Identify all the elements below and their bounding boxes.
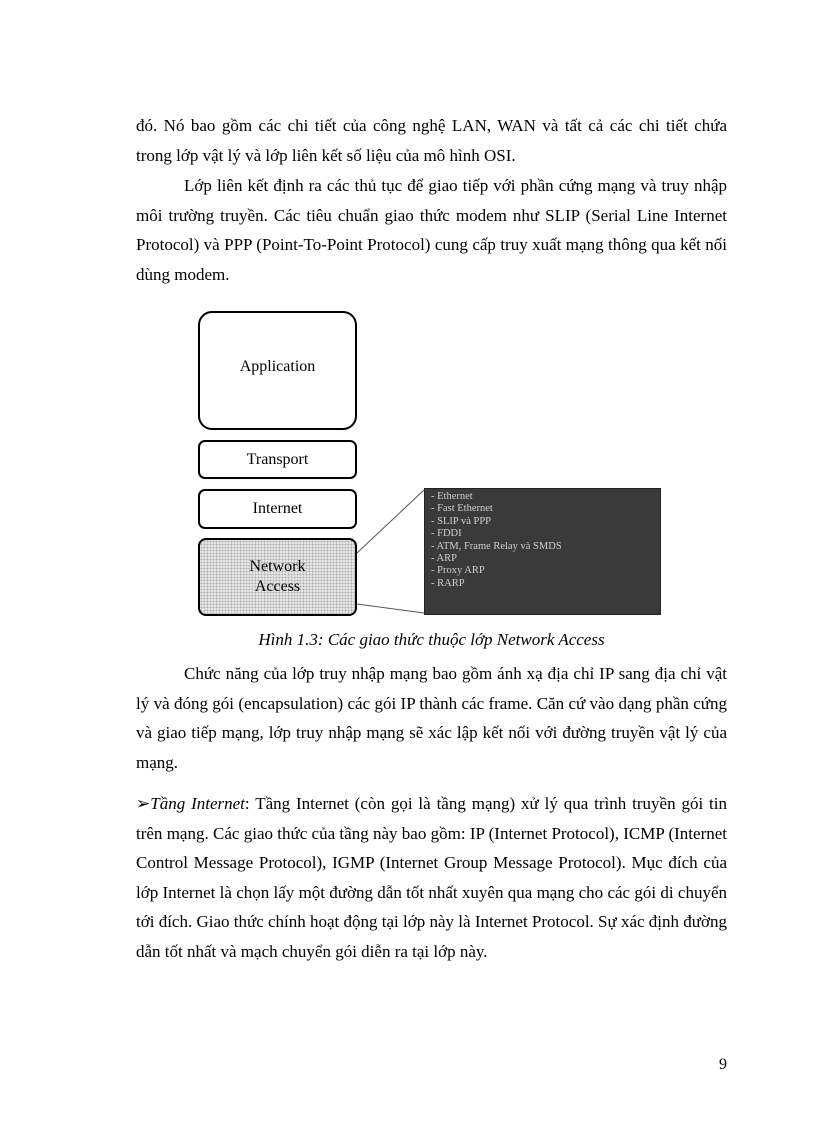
protocol-item: - Fast Ethernet — [431, 503, 493, 515]
internet-layer-box — [198, 489, 357, 529]
application-layer-box — [198, 311, 357, 430]
application-layer-label: Application — [239, 357, 316, 375]
paragraph-internet-layer — [136, 789, 727, 967]
protocol-item: - ARP — [431, 553, 457, 565]
paragraph-link-layer: Lớp liên kết định ra các thủ tục để giao tiếp với phần cứng mạng và truy nhập môi trường truyền. Các tiêu chuẩn giao thức modem như SLIP (Serial Line Internet Protocol) và PPP (Point-To-Point Protocol) cung cấp truy xuất mạng thông qua kết nối dùng modem. — [136, 176, 727, 284]
internet-layer-body: : Tầng Internet (còn gọi là tầng mạng) xử lý qua trình truyền gói tin trên mạng. Các giao thức của tầng này bao gồm: IP (Internet Protocol), ICMP (Internet Control Message Protocol), IGMP (Internet Group Message Protocol). Mục đích của lớp Internet là chọn lấy một đường dẫn tốt nhất xuyên qua mạng cho các gói di chuyển tới đích. Giao thức chính hoạt động tại lớp này là Internet Protocol. Sự xác định đường dẫn tốt nhất và mạch chuyển gói diễn ra tại lớp này. — [136, 794, 727, 961]
network-access-label-line1: Network — [249, 558, 306, 575]
paragraph-network-access-function: Chức năng của lớp truy nhập mạng bao gồm ánh xạ địa chỉ IP sang địa chỉ vật lý và đóng gói (encapsulation) các gói IP thành các frame. Căn cứ vào dạng phần cứng và giao tiếp mạng, lớp truy nhập mạng sẽ xác lập kết nối với đường truyền vật lý của mạng. — [136, 664, 727, 772]
transport-layer-box — [198, 440, 357, 479]
internet-layer-label: Internet — [252, 500, 303, 517]
protocol-item: - RARP — [431, 577, 465, 589]
bullet-arrow-icon: ➢ — [136, 794, 151, 813]
protocol-item: - ATM, Frame Relay và SMDS — [431, 540, 562, 552]
protocol-item: - Proxy ARP — [431, 565, 485, 577]
transport-layer-label: Transport — [246, 450, 309, 468]
page-number: 9 — [719, 1056, 727, 1073]
figure-caption: Hình 1.3: Các giao thức thuộc lớp Network Access — [258, 630, 605, 649]
protocol-item: - FDDI — [431, 528, 462, 540]
protocol-item: - SLIP và PPP — [431, 515, 492, 527]
protocol-item: - Ethernet — [431, 491, 473, 502]
paragraph-osi-details: đó. Nó bao gồm các chi tiết của công nghệ LAN, WAN và tất cả các chi tiết chứa trong lớp vật lý và lớp liên kết số liệu của mô hình OSI. — [136, 116, 727, 165]
network-access-layer-box — [198, 538, 357, 616]
internet-layer-heading: Tầng Internet — [150, 794, 245, 813]
protocol-list-panel — [424, 488, 661, 615]
network-access-label-line2: Access — [254, 578, 301, 595]
